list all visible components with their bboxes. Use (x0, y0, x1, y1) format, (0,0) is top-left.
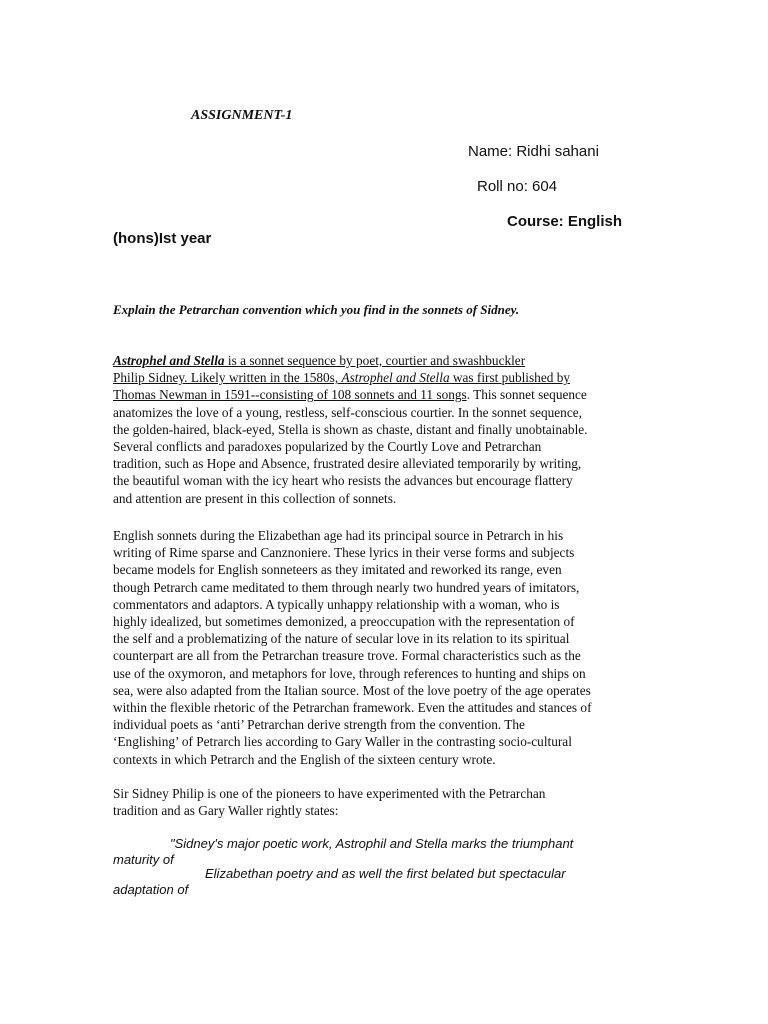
para2-line: sea, were also adapted from the Italian source. Most of the love poetry of the age operates (113, 682, 591, 698)
para2-line: individual poets as ‘anti’ Petrarchan derive strength from the convention. The (113, 717, 525, 733)
para1-line-5: the golden-haired, black-eyed, Stella is shown as chaste, distant and finally unobtainable. (113, 421, 588, 437)
quote-line-3: Elizabethan poetry and as well the first belated but spectacular (205, 866, 566, 881)
assignment-title: ASSIGNMENT-1 (191, 108, 293, 123)
para2-line: highly idealized, but sometimes demonized, a preoccupation with the representation of (113, 614, 575, 630)
para2-line: use of the oxymoron, and metaphors for love, through references to hunting and ships on (113, 665, 586, 681)
question-heading: Explain the Petrarchan convention which you find in the sonnets of Sidney. (113, 302, 520, 317)
para1-line-7: tradition, such as Hope and Absence, frustrated desire alleviated temporarily by writing, (113, 456, 582, 472)
roll-number: Roll no: 604 (477, 178, 558, 195)
para1-line-9: and attention are present in this collection of sonnets. (113, 490, 397, 506)
student-name: Name: Ridhi sahani (468, 143, 599, 160)
course-line-2: (hons)Ist year (113, 230, 212, 247)
quote-line-2: maturity of (113, 852, 174, 867)
para2-line: the self and a problematizing of the nature of secular love in its relation to its spiritual (113, 631, 570, 647)
paragraph-3 (113, 785, 633, 819)
para2-line: contexts in which Petrarch and the English of the sixteen century wrote. (113, 751, 496, 767)
para1-line-2: Philip Sidney. Likely written in the 1580s, Astrophel and Stella was first published by (113, 370, 570, 386)
paragraph-2 (113, 527, 633, 768)
para1-line-3: Thomas Newman in 1591--consisting of 108 sonnets and 11 songs. This sonnet sequence (113, 387, 587, 403)
para2-line: counterpart are all from the Petrarchan treasure trove. Formal characteristics such as the (113, 648, 581, 664)
para1-line-8: the beautiful woman with the icy heart who resists the advances but encourage flattery (113, 473, 573, 489)
course-line-1: Course: English (507, 213, 623, 230)
para2-line: within the flexible rhetoric of the Petrarchan framework. Even the attitudes and stances of (113, 700, 592, 716)
para2-line: English sonnets during the Elizabethan age had its principal source in Petrarch in his (113, 528, 564, 543)
para3-line: tradition and as Gary Waller rightly states: (113, 803, 339, 819)
para2-line: commentators and adaptors. A typically unhappy relationship with a woman, who is (113, 596, 560, 612)
para1-line-4: anatomizes the love of a young, restless, self-conscious courtier. In the sonnet sequence, (113, 404, 582, 420)
para2-line: became models for English sonneteers as they imitated and reworked its range, even (113, 562, 562, 578)
para2-line: though Petrarch came meditated to them through nearly two hundred years of imitators, (113, 579, 580, 595)
para2-line: ‘Englishing’ of Petrarch lies according to Gary Waller in the contrasting socio-cultural (113, 734, 572, 750)
quote-line-4: adaptation of (113, 882, 189, 897)
para2-line: writing of Rime sparse and Canznoniere. These lyrics in their verse forms and subjects (113, 545, 575, 561)
para3-line: Sir Sidney Philip is one of the pioneers to have experimented with the Petrarchan (113, 786, 546, 801)
paragraph-1 (113, 352, 633, 507)
quote-line-1: "Sidney's major poetic work, Astrophil and Stella marks the triumphant (170, 836, 574, 851)
para1-line-1: Astrophel and Stella is a sonnet sequence by poet, courtier and swashbuckler (113, 353, 526, 368)
para1-line-6: Several conflicts and paradoxes popularized by the Courtly Love and Petrarchan (113, 439, 542, 455)
